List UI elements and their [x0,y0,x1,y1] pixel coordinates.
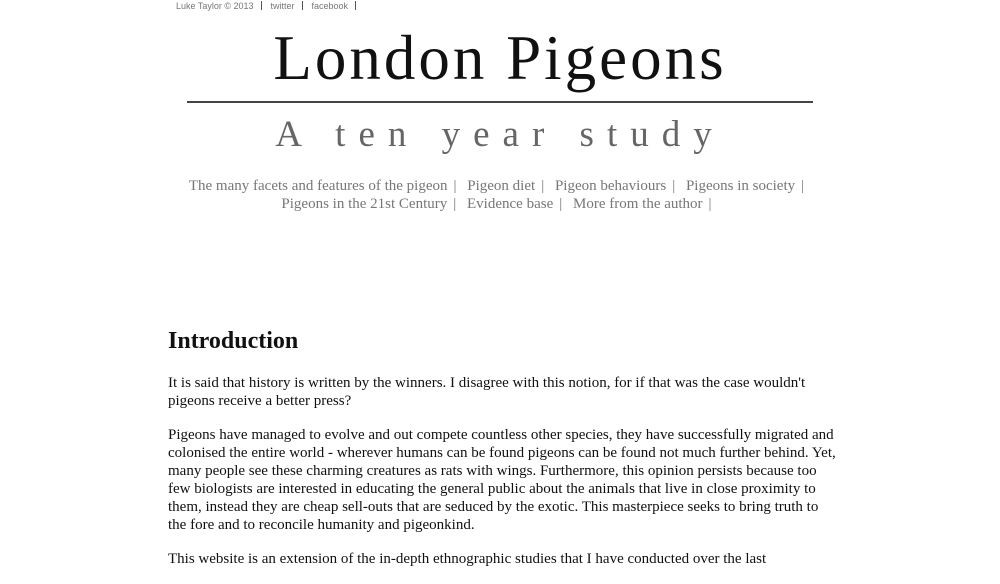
nav-link-society[interactable]: Pigeons in society [685,178,796,194]
main-nav [150,177,850,213]
divider [261,1,262,10]
nav-separator: | [541,178,545,194]
divider [302,1,303,10]
site-title: London Pigeons [273,23,727,93]
main-content [168,326,838,584]
top-bar [176,0,365,11]
nav-separator: | [453,196,457,212]
paragraph: It is said that history is written by the winners. I disagree with this notion, for if that was the case wouldn't pigeons receive a better press? [168,375,806,409]
facebook-link[interactable]: facebook [311,0,349,11]
section-heading: Introduction [168,328,299,354]
nav-separator: | [672,178,676,194]
nav-link-evidence[interactable]: Evidence base [467,196,554,212]
nav-link-diet[interactable]: Pigeon diet [467,178,536,194]
nav-link-author[interactable]: More from the author [573,196,703,212]
paragraph: Pigeons have managed to evolve and out compete countless other species, they have successfully migrated and colonised the entire world - wherever humans can be found pigeons can be found not much further behind. Yet, many people see these charming creatures as rats with wings. Furthermore, this opinion persists because too few biologists are interested in educating the general public about the animals that live in close proximity to them, instead they are cheap sell-outs that are seduced by the exotic. This masterpiece seeks to bring truth to the fore and to reconcile humanity and pigeonkind. [168,427,836,533]
nav-separator: | [801,178,805,194]
nav-link-behaviours[interactable]: Pigeon behaviours [554,178,667,194]
divider [355,1,356,10]
paragraph: This website is an extension of the in-depth ethnographic studies that I have conducted over the last [168,551,767,567]
site-subtitle: A ten year study [275,114,725,155]
nav-separator: | [708,196,712,212]
nav-separator: | [559,196,563,212]
copyright-text: Luke Taylor © 2013 [176,0,254,11]
nav-link-facets[interactable]: The many facets and features of the pigeon [188,178,448,194]
twitter-link[interactable]: twitter [270,0,295,11]
nav-link-21st-century[interactable]: Pigeons in the 21st Century [281,196,448,212]
title-divider [187,101,813,103]
nav-separator: | [453,178,457,194]
